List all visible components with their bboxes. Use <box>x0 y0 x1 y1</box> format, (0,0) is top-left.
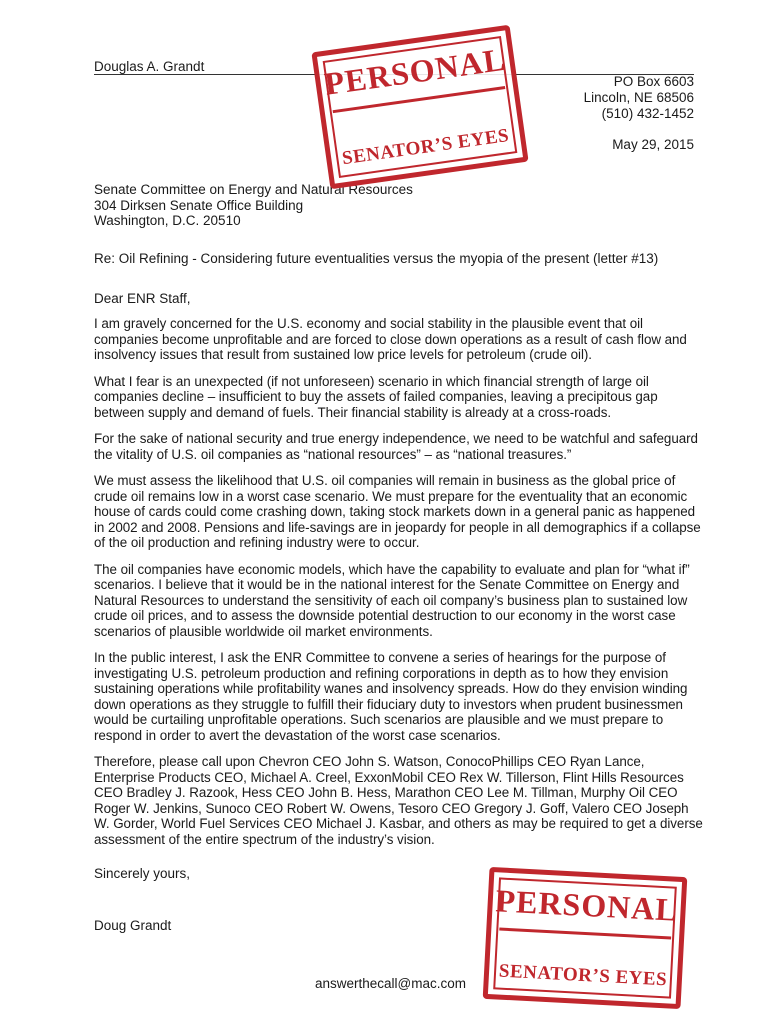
address-line: Lincoln, NE 68506 <box>583 90 694 105</box>
sender-address <box>584 74 694 122</box>
body-paragraph: I am gravely concerned for the U.S. economy and social stability in the plausible event that oil companies become unprofitable and are forced to close down operations as a result of cash flow and insolvency issues that result from sustained low price levels for petroleum (crude oil). <box>94 316 687 362</box>
letter-date: May 29, 2015 <box>612 137 694 152</box>
body-paragraph: In the public interest, I ask the ENR Committee to convene a series of hearings for the purpose of investigating U.S. petroleum production and refining corporations in depth as to how they envision sustaining operations while profitability wanes and insolvency spreads. How do they envision winding down operations as they struggle to fulfill their fiduciary duty to investors when prudent businessmen would be curtailing unprofitable operations. Such scenarios are plausible and we must prepare to respond in order to avert the devastation of the worst case scenarios. <box>94 650 688 743</box>
personal-stamp-bottom <box>483 867 688 1009</box>
recipient-line: Washington, D.C. 20510 <box>94 213 241 228</box>
closing: Sincerely yours, <box>94 866 191 881</box>
body-paragraph: What I fear is an unexpected (if not unforeseen) scenario in which financial strength of large oil companies decline – insufficient to buy the assets of failed companies, leaving a precipitous gap between supply and demand of fuels. Their financial stability is already at a cross-roads. <box>94 373 658 420</box>
subject-line: Re: Oil Refining - Considering future eventualities versus the myopia of the present (letter #13) <box>94 251 659 266</box>
signature: Doug Grandt <box>94 918 172 933</box>
stamp-personal-text: PERSONAL <box>494 882 679 928</box>
email-address: answerthecall@mac.com <box>315 976 467 991</box>
body-paragraph: The oil companies have economic models, which have the capability to evaluate and plan for “what if” scenarios. I believe that it would be in the national interest for the Senate Committee on Energy and Natural Resources to understand the sensitivity of each oil company’s business plan to sustained low crude oil prices, and to assess the downside potential destruction to our economy in the worst case scenarios of plausible worldwide oil market environments. <box>94 561 690 639</box>
recipient-address <box>94 182 413 229</box>
sender-name: Douglas A. Grandt <box>94 59 205 74</box>
address-line: PO Box 6603 <box>613 74 694 89</box>
body-paragraph: We must assess the likelihood that U.S. oil companies will remain in business as the global price of crude oil remains low in a worst case scenario. We must prepare for the eventuality that an economic house of cards could come crashing down, taking stock markets down in a general panic as happened in 2002 and 2008. Pensions and life-savings are in jeopardy for people in all demographics if a collapse of the oil production and refining industry were to occur. <box>94 473 701 550</box>
recipient-line: 304 Dirksen Senate Office Building <box>94 197 304 213</box>
salutation: Dear ENR Staff, <box>94 291 191 306</box>
phone-number: (510) 432-1452 <box>601 106 694 121</box>
stamp-senators-eyes-text: SENATOR’S EYES <box>340 124 511 170</box>
body-paragraph: Therefore, please call upon Chevron CEO John S. Watson, ConocoPhillips CEO Ryan Lance, Enterprise Products CEO, Michael A. Creel, ExxonMobil CEO Rex W. Tillerson, Flint Hills Resources CEO Bradley J. Razook, Hess CEO John B. Hess, Marathon CEO Lee M. Tillman, Murphy Oil CEO Roger W. Jenkins, Sunoco CEO Robert W. Owens, Tesoro CEO Gregory J. Goff, Valero CEO Joseph W. Gorder, World Fuel Services CEO Michael J. Kasbar, and others as may be required to get a diverse assessment of the entire spectrum of the industry’s vision. <box>94 754 703 847</box>
letter-body <box>94 316 706 858</box>
recipient-line: Senate Committee on Energy and Natural Resources <box>94 182 413 197</box>
stamp-senators-eyes-text: SENATOR’S EYES <box>498 960 668 991</box>
stamp-personal-text: PERSONAL <box>322 40 508 102</box>
personal-stamp-top <box>311 25 528 189</box>
body-paragraph: For the sake of national security and true energy independence, we need to be watchful and safeguard the vitality of U.S. oil companies as “national resources” – as “national treasures.” <box>94 431 698 462</box>
